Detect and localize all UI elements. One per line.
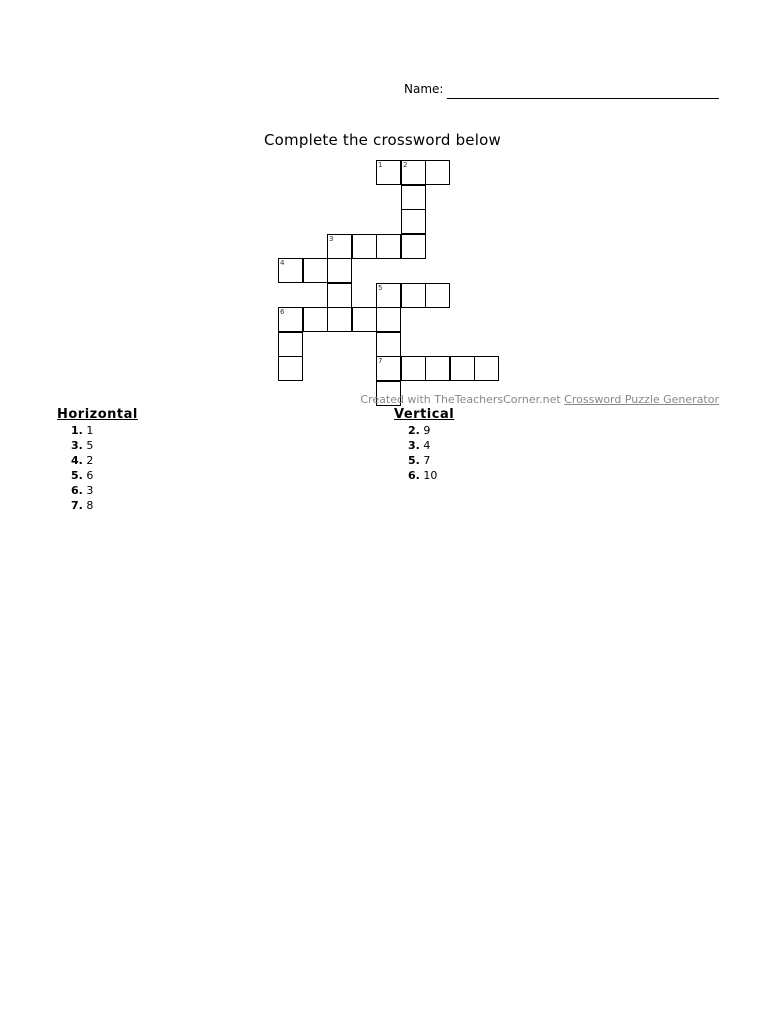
cell-number: 3 <box>329 235 334 243</box>
name-line[interactable] <box>447 98 719 99</box>
clue-text: 6 <box>86 469 94 482</box>
crossword-cell[interactable] <box>278 307 303 332</box>
crossword-cell[interactable] <box>376 307 401 332</box>
clue-number: 3. <box>71 439 83 452</box>
name-label: Name: <box>404 82 444 96</box>
clue-number: 4. <box>71 454 83 467</box>
crossword-cell[interactable] <box>376 332 401 357</box>
clue-text: 7 <box>423 454 431 467</box>
crossword-cell[interactable] <box>278 332 303 357</box>
clue-number: 5. <box>71 469 83 482</box>
clue-text: 3 <box>86 484 94 497</box>
clues-vertical-heading: Vertical <box>394 407 455 422</box>
clue-item <box>57 498 138 513</box>
crossword-cell[interactable] <box>425 356 450 381</box>
crossword-cell[interactable] <box>376 356 401 381</box>
clue-text: 10 <box>423 469 438 482</box>
clue-number: 5. <box>408 454 420 467</box>
cell-number: 4 <box>280 259 285 267</box>
cell-number: 7 <box>378 357 383 365</box>
clue-item <box>394 423 454 438</box>
clues-horizontal <box>57 407 138 513</box>
crossword-cell[interactable] <box>450 356 475 381</box>
clue-text: 5 <box>86 439 94 452</box>
crossword-cell[interactable] <box>327 283 352 308</box>
clue-text: 4 <box>423 439 431 452</box>
crossword-cell[interactable] <box>425 160 450 185</box>
clue-item <box>57 438 138 453</box>
clue-item <box>57 453 138 468</box>
crossword-cell[interactable] <box>376 283 401 308</box>
crossword-cell[interactable] <box>401 283 426 308</box>
crossword-cell[interactable] <box>278 258 303 283</box>
clue-item <box>394 468 454 483</box>
crossword-cell[interactable] <box>352 307 377 332</box>
cell-number: 1 <box>378 161 383 169</box>
clue-item <box>57 483 138 498</box>
crossword-cell[interactable] <box>303 307 328 332</box>
clue-number: 7. <box>71 499 83 512</box>
crossword-cell[interactable] <box>401 356 426 381</box>
crossword-cell[interactable] <box>327 258 352 283</box>
crossword-cell[interactable] <box>401 234 426 259</box>
crossword-cell[interactable] <box>376 160 401 185</box>
credit-line <box>360 393 719 406</box>
clues-horizontal-heading: Horizontal <box>57 407 138 422</box>
credit-text: Created with TheTeachersCorner.net <box>360 393 565 406</box>
clue-number: 3. <box>408 439 420 452</box>
clue-text: 1 <box>86 424 94 437</box>
cell-number: 5 <box>378 284 383 292</box>
clue-item <box>57 423 138 438</box>
crossword-cell[interactable] <box>401 209 426 234</box>
crossword-cell[interactable] <box>376 234 401 259</box>
crossword-cell[interactable] <box>327 234 352 259</box>
clue-number: 6. <box>71 484 83 497</box>
cell-number: 6 <box>280 308 285 316</box>
crossword-cell[interactable] <box>401 160 426 185</box>
clue-item <box>394 453 454 468</box>
clue-number: 6. <box>408 469 420 482</box>
cell-number: 2 <box>403 161 408 169</box>
crossword-cell[interactable] <box>327 307 352 332</box>
clue-text: 8 <box>86 499 94 512</box>
crossword-cell[interactable] <box>278 356 303 381</box>
clue-item <box>57 468 138 483</box>
crossword-cell[interactable] <box>474 356 499 381</box>
crossword-cell[interactable] <box>425 283 450 308</box>
clue-number: 1. <box>71 424 83 437</box>
clue-number: 2. <box>408 424 420 437</box>
clue-item <box>394 438 454 453</box>
crossword-cell[interactable] <box>352 234 377 259</box>
crossword-cell[interactable] <box>401 185 426 210</box>
crossword-cell[interactable] <box>303 258 328 283</box>
clue-text: 2 <box>86 454 94 467</box>
clue-text: 9 <box>423 424 431 437</box>
clues-vertical <box>394 407 454 483</box>
page-title: Complete the crossword below <box>264 131 501 149</box>
credit-link[interactable]: Crossword Puzzle Generator <box>564 393 719 406</box>
